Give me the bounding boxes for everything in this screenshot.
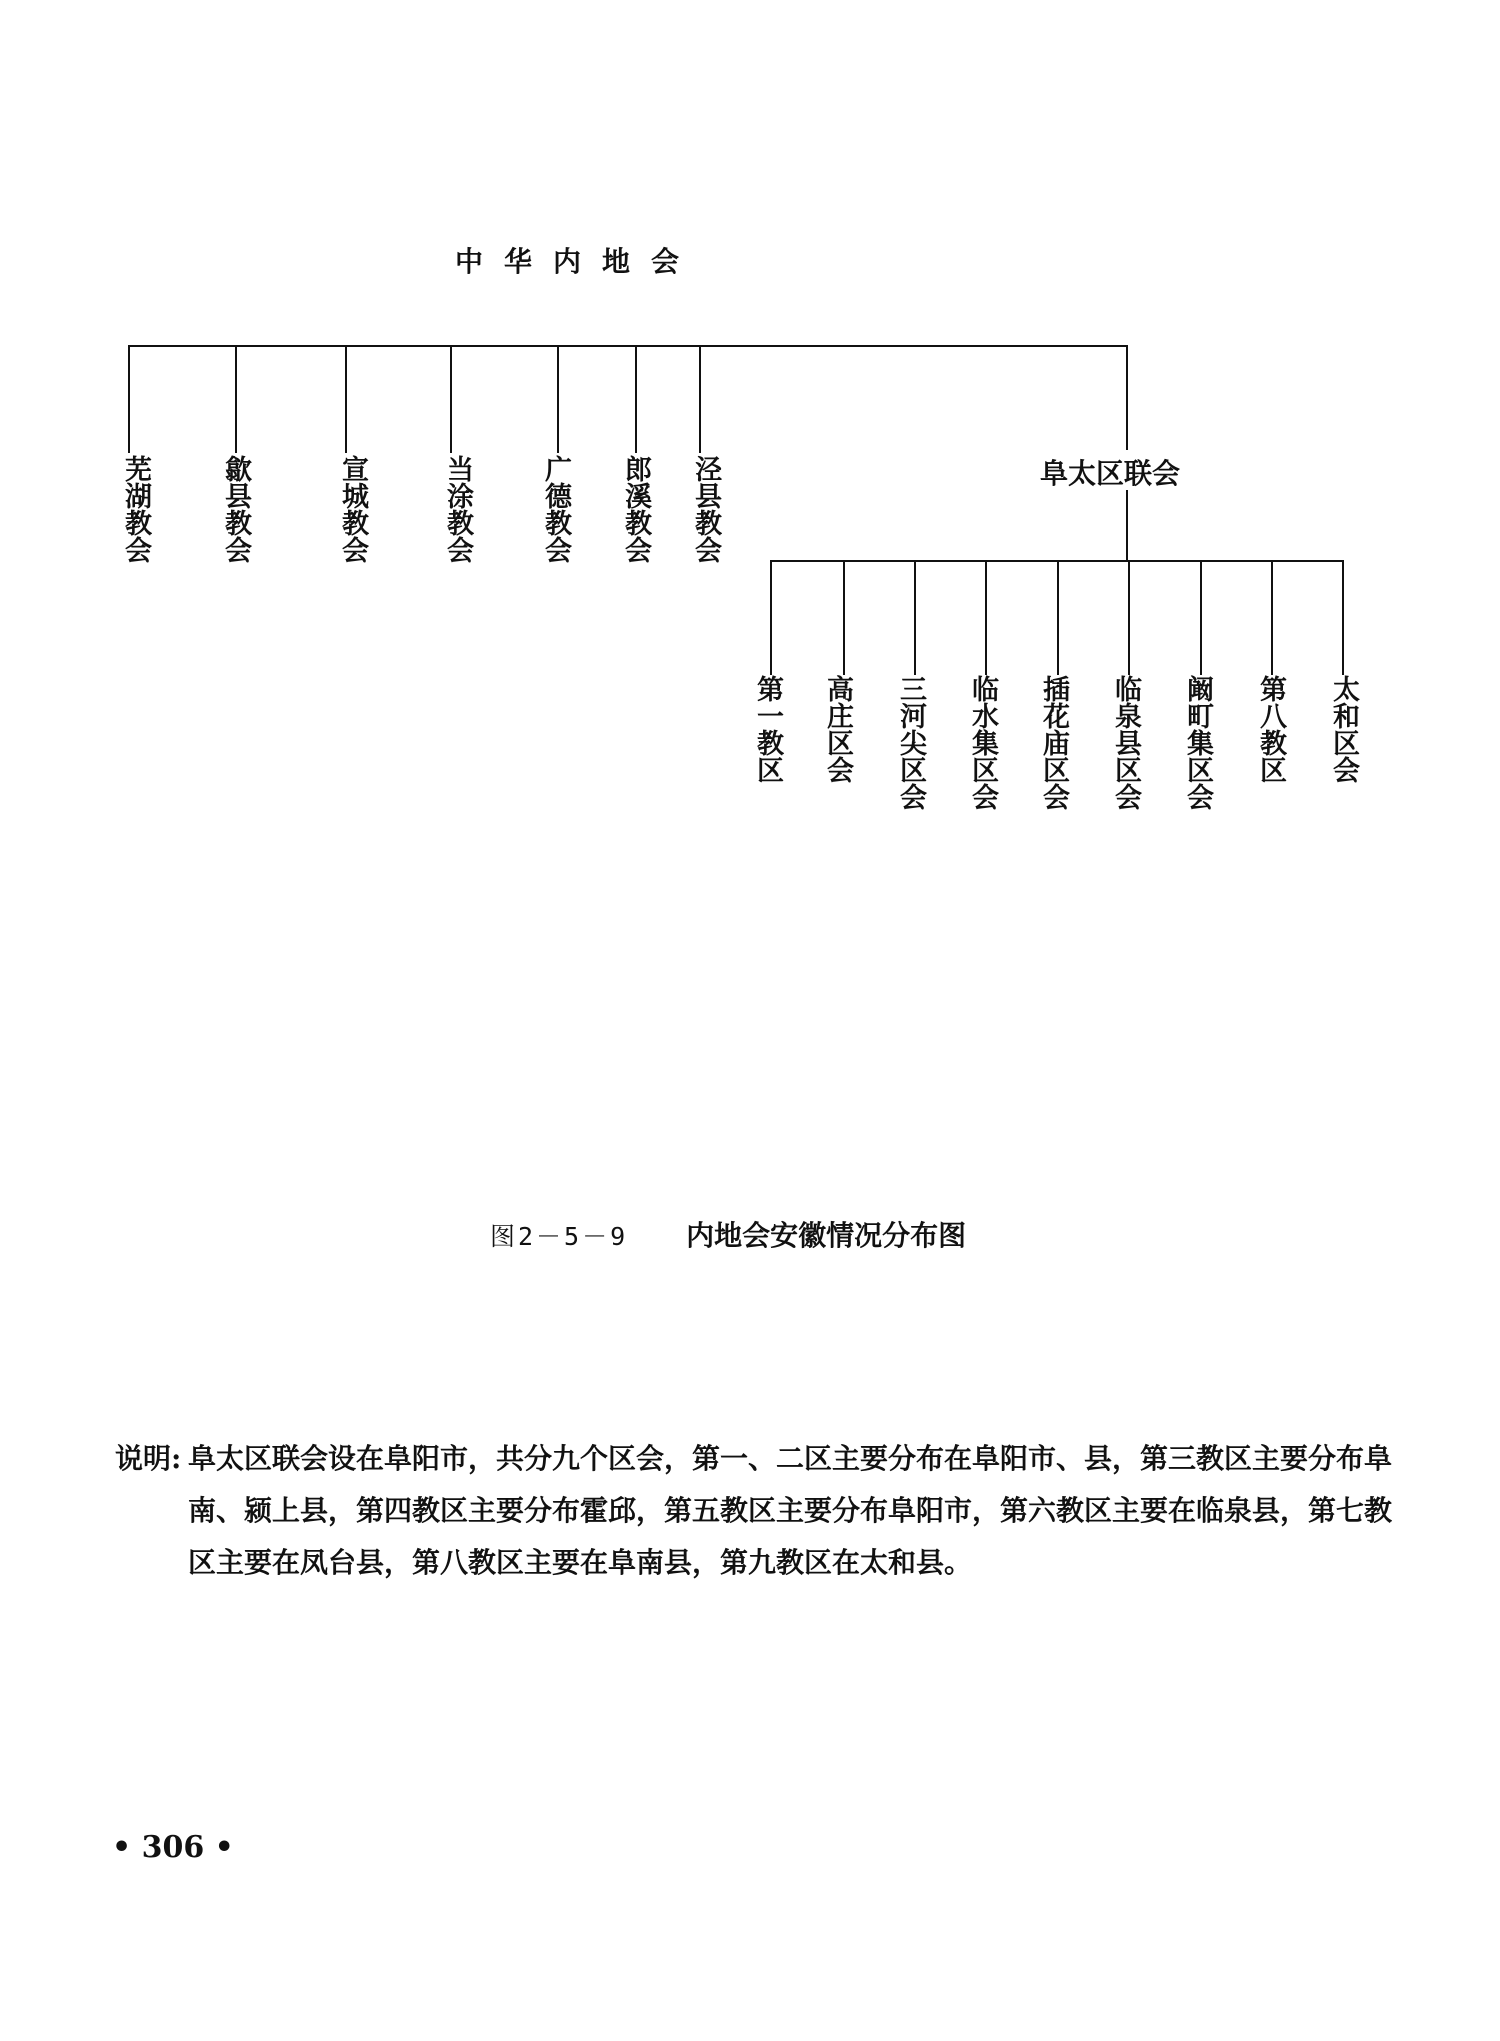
top-connector-line <box>128 345 1128 347</box>
figure-caption <box>490 1214 966 1254</box>
district-node: 临泉县区会 <box>1110 675 1141 810</box>
note-text: 阜太区联会设在阜阳市，共分九个区会，第一、二区主要分布在阜阳市、县，第三教区主要分布阜南、颍上县，第四教区主要分布霍邱，第五教区主要分布阜阳市，第六教区主要在临泉县，第七教区主要在凤台县，第八教区主要在阜南县，第九教区在太和县。 <box>188 1442 1393 1579</box>
branch-connector-line <box>635 345 637 453</box>
union-down-line <box>1126 490 1128 562</box>
branch-connector-line <box>345 345 347 453</box>
district-node: 太和区会 <box>1328 675 1359 783</box>
district-node: 阚町集区会 <box>1182 675 1213 810</box>
district-node: 临水集区会 <box>967 675 998 810</box>
explanation-note <box>115 1433 1405 1589</box>
branch-node: 歙县教会 <box>220 455 251 563</box>
branch-node: 广德教会 <box>540 455 571 563</box>
district-connector-line <box>1200 560 1202 675</box>
union-connector-line <box>1126 345 1128 450</box>
branch-node: 郎溪教会 <box>620 455 651 563</box>
district-connector-line <box>770 560 1342 562</box>
district-node: 三河尖区会 <box>895 675 926 810</box>
branch-node: 当涂教会 <box>442 455 473 563</box>
branch-node: 宣城教会 <box>337 455 368 563</box>
branch-connector-line <box>557 345 559 453</box>
branch-connector-line <box>450 345 452 453</box>
figure-number: 图2－5－9 <box>490 1222 629 1251</box>
branch-node: 芜湖教会 <box>120 455 151 563</box>
note-label: 说明: <box>115 1442 182 1475</box>
root-node-title: 中华内地会 <box>455 245 701 278</box>
branch-connector-line <box>235 345 237 453</box>
figure-title: 内地会安徽情况分布图 <box>686 1219 967 1252</box>
page-number: • 306 • <box>112 1830 234 1865</box>
branch-node: 泾县教会 <box>690 455 721 563</box>
district-connector-line <box>985 560 987 675</box>
district-node: 插花庙区会 <box>1038 675 1069 810</box>
district-connector-line <box>1342 560 1344 675</box>
district-connector-line <box>1128 560 1130 675</box>
district-connector-line <box>770 560 772 675</box>
district-connector-line <box>1271 560 1273 675</box>
district-node: 第一教区 <box>752 675 783 783</box>
district-connector-line <box>914 560 916 675</box>
district-connector-line <box>1057 560 1059 675</box>
district-node: 高庄区会 <box>822 675 853 783</box>
district-node: 第八教区 <box>1255 675 1286 783</box>
union-node: 阜太区联会 <box>1040 457 1181 490</box>
branch-connector-line <box>128 345 130 453</box>
district-connector-line <box>843 560 845 675</box>
branch-connector-line <box>699 345 701 453</box>
